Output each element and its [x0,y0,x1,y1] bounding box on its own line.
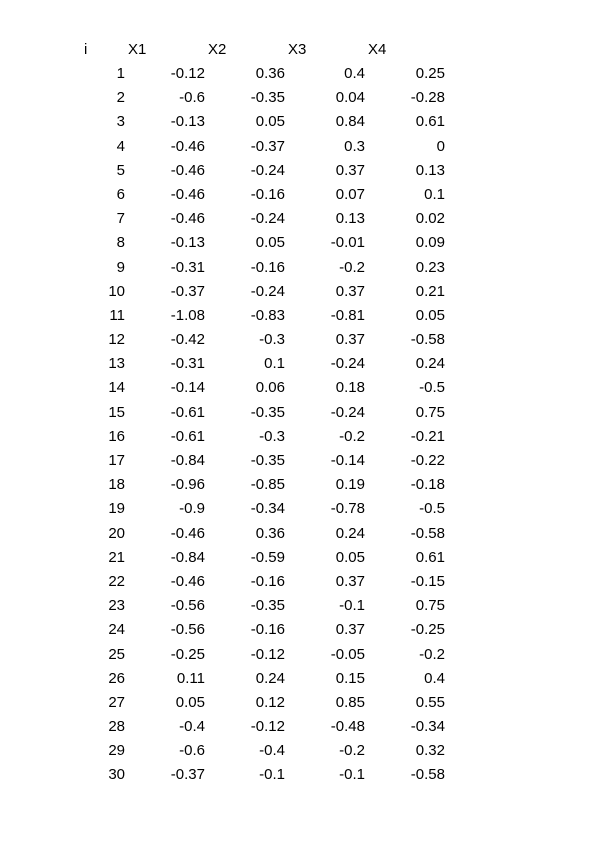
header-x2: X2 [208,41,227,58]
cell-x4: 0.21 [415,282,445,300]
cell-x3: -0.1 [339,766,365,784]
table-row [0,233,600,257]
table-row [0,161,600,185]
cell-x2: 0.36 [255,524,285,542]
cell-x2: -0.83 [250,306,285,324]
cell-i: 27 [108,693,125,711]
cell-x4: 0.13 [415,161,445,179]
table-row [0,112,600,136]
table-row [0,741,600,765]
cell-x1: 0.05 [175,693,205,711]
cell-x2: -0.35 [250,452,285,469]
table-row [0,258,600,282]
cell-x1: -0.56 [170,621,205,639]
cell-x1: -0.13 [170,113,205,131]
cell-x1: -0.46 [170,524,205,542]
cell-x4: -0.22 [410,452,445,469]
cell-i: 9 [116,258,125,276]
cell-x3: 0.13 [335,210,365,228]
cell-i: 3 [116,113,125,131]
cell-x4: -0.58 [410,766,445,784]
table-row [0,645,600,669]
cell-x4: -0.34 [410,718,445,736]
cell-x2: -0.37 [250,137,285,155]
table-row [0,693,600,717]
cell-x3: 0.37 [335,331,365,349]
cell-x4: 0.61 [415,113,445,131]
table-row [0,475,600,499]
cell-x4: -0.2 [419,645,445,663]
cell-x1: 0.11 [176,669,205,687]
cell-x2: -0.24 [250,210,285,228]
cell-x1: -0.46 [170,185,205,203]
cell-x4: -0.5 [419,379,445,397]
cell-x1: -0.61 [170,427,205,445]
cell-x2: -0.35 [250,403,285,421]
cell-x3: 0.3 [344,137,365,155]
cell-x1: -0.46 [170,161,205,179]
cell-x4: 0.05 [415,306,445,324]
table-row [0,427,600,451]
cell-i: 20 [108,524,125,542]
table-row [0,669,600,693]
cell-x4: 0.24 [415,355,445,373]
cell-x2: -0.12 [250,718,285,736]
cell-x3: -0.01 [330,234,365,252]
cell-i: 1 [116,65,125,82]
cell-x1: -0.56 [170,597,205,615]
table-row [0,209,600,233]
cell-x2: -0.24 [250,282,285,300]
table-row [0,88,600,112]
table-row [0,64,600,88]
cell-i: 10 [108,282,125,300]
cell-x3: 0.15 [335,669,365,687]
cell-i: 14 [108,379,125,397]
cell-x4: -0.5 [419,500,445,518]
cell-x3: -0.24 [330,355,365,373]
cell-x3: 0.05 [335,548,365,566]
cell-x2: -0.24 [250,161,285,179]
cell-x3: 0.37 [335,572,365,590]
cell-x4: -0.58 [410,331,445,349]
cell-x2: -0.35 [250,89,285,107]
cell-i: 2 [116,89,125,107]
cell-x4: 0.61 [415,548,445,566]
table-row [0,524,600,548]
table-row [0,620,600,644]
cell-x4: 0.4 [424,669,445,687]
cell-x2: 0.36 [255,65,285,82]
table-row [0,572,600,596]
cell-i: 23 [108,597,125,615]
cell-x1: -0.42 [170,331,205,349]
cell-x1: -0.46 [170,137,205,155]
table-row [0,330,600,354]
cell-x3: -0.2 [339,742,365,760]
table-row [0,548,600,572]
cell-x3: -0.81 [330,306,365,324]
header-x4: X4 [368,41,387,58]
cell-x2: -0.85 [250,476,285,494]
cell-x4: 0.02 [415,210,445,228]
cell-x4: -0.21 [410,427,445,445]
cell-x4: 0.32 [415,742,445,760]
cell-x2: -0.16 [250,258,285,276]
cell-x4: -0.25 [410,621,445,639]
cell-x3: -0.1 [339,597,365,615]
cell-x1: -0.6 [179,89,205,107]
cell-x3: 0.37 [335,621,365,639]
cell-x4: -0.15 [410,572,445,590]
cell-x2: -0.59 [250,548,285,566]
table-row [0,451,600,475]
cell-x3: -0.24 [330,403,365,421]
cell-x3: 0.85 [335,693,365,711]
cell-x3: 0.37 [335,282,365,300]
cell-x3: -0.48 [330,718,365,736]
table-row [0,137,600,161]
cell-x4: 0 [436,137,445,155]
cell-x4: 0.09 [415,234,445,252]
cell-x3: 0.84 [335,113,365,131]
cell-i: 29 [108,742,125,760]
cell-i: 12 [108,331,125,349]
cell-x3: -0.2 [339,258,365,276]
cell-x1: -0.14 [170,379,205,397]
cell-i: 4 [116,137,125,155]
cell-x2: -0.34 [250,500,285,518]
cell-x1: -0.46 [170,572,205,590]
cell-x4: 0.55 [415,693,445,711]
cell-i: 21 [108,548,125,566]
cell-x2: -0.16 [250,185,285,203]
cell-x4: -0.18 [410,476,445,494]
cell-x3: 0.18 [335,379,365,397]
cell-x3: -0.78 [330,500,365,518]
cell-i: 18 [108,476,125,494]
table-row [0,354,600,378]
table-row [0,378,600,402]
cell-x4: -0.58 [410,524,445,542]
cell-x2: 0.05 [255,113,285,131]
cell-x3: -0.05 [330,645,365,663]
cell-x1: -0.37 [170,766,205,784]
cell-x2: -0.4 [259,742,285,760]
cell-x4: 0.1 [424,185,445,203]
cell-x4: 0.75 [415,597,445,615]
table-row [0,596,600,620]
header-x1: X1 [128,41,147,58]
cell-x1: -0.46 [170,210,205,228]
header-x3: X3 [288,41,307,58]
cell-x4: 0.23 [415,258,445,276]
cell-x1: -0.4 [179,718,205,736]
cell-x2: -0.16 [250,621,285,639]
cell-x3: -0.14 [330,452,365,469]
cell-x1: -1.08 [170,306,205,324]
cell-i: 30 [108,766,125,784]
cell-x4: -0.28 [410,89,445,107]
cell-x1: -0.25 [170,645,205,663]
cell-x2: -0.12 [250,645,285,663]
cell-x2: -0.35 [250,597,285,615]
cell-x2: -0.3 [259,331,285,349]
table-row [0,499,600,523]
cell-i: 5 [116,161,125,179]
cell-i: 28 [108,718,125,736]
cell-i: 24 [108,621,125,639]
table-row [0,282,600,306]
cell-i: 15 [108,403,125,421]
cell-x1: -0.12 [170,65,205,82]
cell-i: 16 [108,427,125,445]
cell-x4: 0.75 [415,403,445,421]
cell-i: 25 [108,645,125,663]
cell-x3: 0.24 [335,524,365,542]
cell-i: 8 [116,234,125,252]
table-body [0,64,600,790]
cell-x2: 0.05 [255,234,285,252]
cell-i: 19 [108,500,125,518]
cell-x2: -0.1 [259,766,285,784]
cell-x1: -0.37 [170,282,205,300]
cell-x1: -0.9 [179,500,205,518]
cell-x1: -0.96 [170,476,205,494]
cell-x1: -0.31 [170,355,205,373]
header-i: i [84,41,88,58]
cell-i: 7 [116,210,125,228]
cell-x1: -0.13 [170,234,205,252]
cell-x2: 0.1 [264,355,285,373]
cell-i: 26 [108,669,125,687]
cell-x4: 0.25 [415,65,445,82]
cell-x1: -0.6 [179,742,205,760]
cell-x2: -0.16 [250,572,285,590]
cell-x3: 0.4 [344,65,365,82]
cell-x1: -0.84 [170,548,205,566]
table-row [0,403,600,427]
cell-x3: -0.2 [339,427,365,445]
cell-i: 22 [108,572,125,590]
cell-x1: -0.61 [170,403,205,421]
table-row [0,185,600,209]
table-row [0,765,600,789]
cell-x2: 0.24 [255,669,285,687]
cell-x2: 0.06 [255,379,285,397]
table-row [0,306,600,330]
cell-x1: -0.84 [170,452,205,469]
cell-i: 17 [108,452,125,469]
cell-x2: 0.12 [255,693,285,711]
cell-x3: 0.07 [335,185,365,203]
cell-x3: 0.37 [335,161,365,179]
cell-i: 6 [116,185,125,203]
cell-x1: -0.31 [170,258,205,276]
cell-i: 13 [108,355,125,373]
cell-x3: 0.19 [335,476,365,494]
cell-x3: 0.04 [335,89,365,107]
cell-x2: -0.3 [259,427,285,445]
table-row [0,717,600,741]
cell-i: 11 [109,306,125,324]
